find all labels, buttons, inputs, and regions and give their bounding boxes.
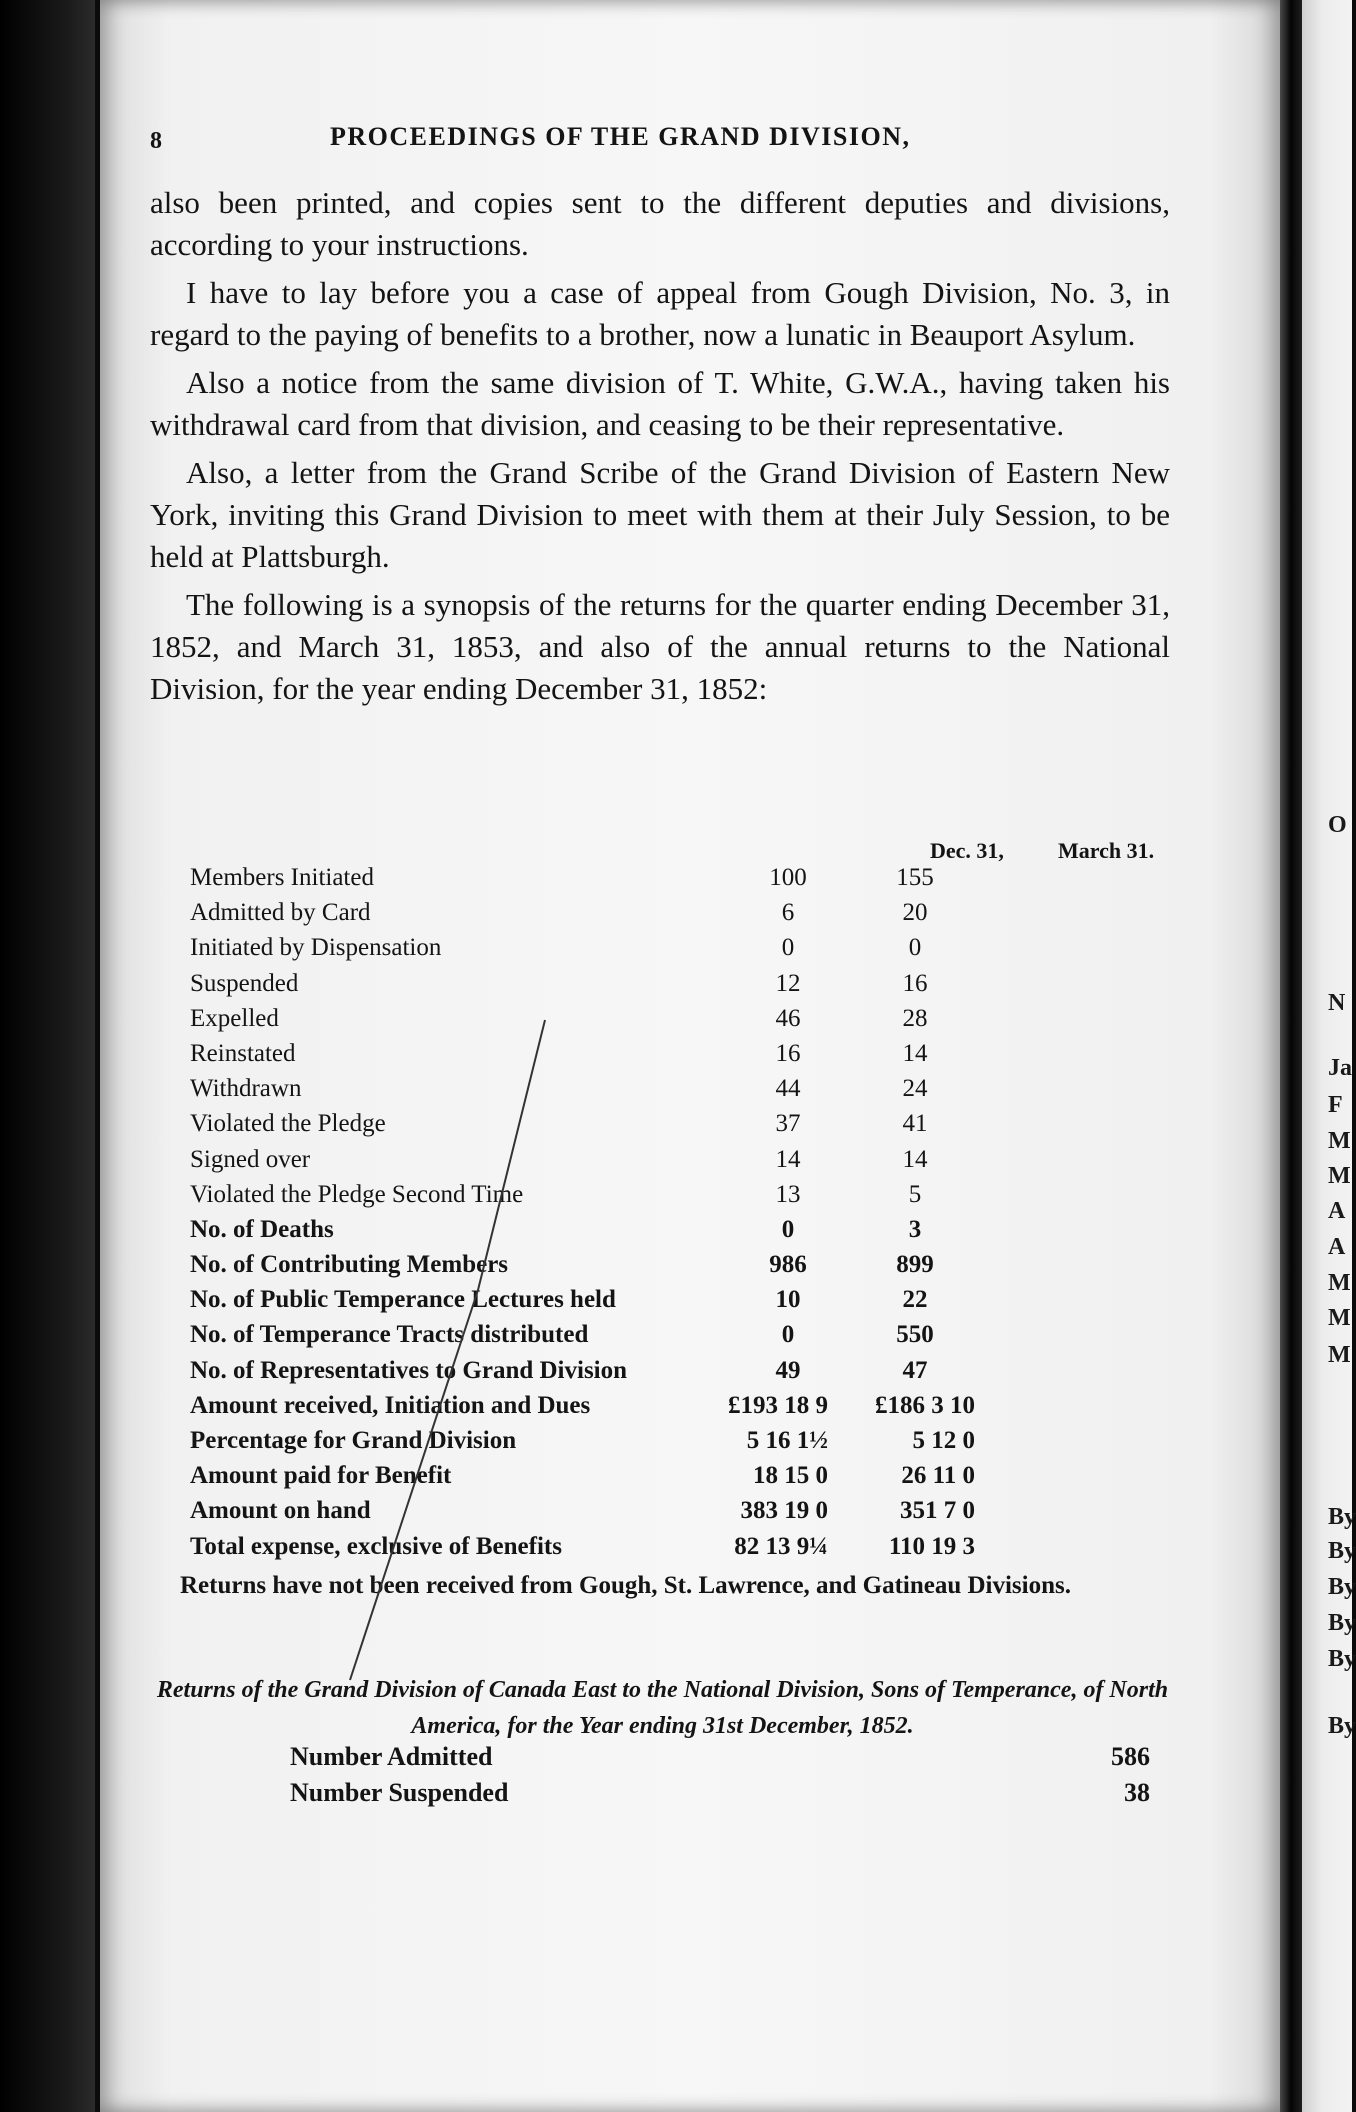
- table-row: [190, 1108, 1190, 1143]
- table-row: [190, 1319, 1190, 1354]
- returns-note: Returns have not been received from Gough, St. Lawrence, and Gatineau Divisions.: [180, 1572, 1071, 1599]
- body-text: [150, 182, 1170, 716]
- row-label: Total expense, exclusive of Benefits: [190, 1532, 562, 1560]
- dec-value: £193 18 9: [728, 1391, 828, 1419]
- march-value: 5: [908, 1180, 922, 1208]
- dec-value: 986: [769, 1251, 807, 1279]
- dec-value: 0: [781, 1215, 795, 1243]
- table-row: [190, 1390, 1190, 1425]
- march-value: 16: [902, 969, 928, 997]
- facing-page-letter: By: [1328, 1574, 1356, 1600]
- list-item: [290, 1742, 1150, 1778]
- row-label: Expelled: [190, 1004, 279, 1032]
- facing-page-letter: M: [1328, 1128, 1351, 1154]
- paragraph-appeal: I have to lay before you a case of appeal from Gough Division, No. 3, in regard to the paying of benefits to a brother, now a lunatic in Beauport Asylum.: [150, 275, 1170, 352]
- dec-value: 10: [775, 1286, 801, 1314]
- dec-value: 44: [775, 1075, 801, 1103]
- row-label: Reinstated: [190, 1039, 296, 1067]
- march-value: 24: [902, 1075, 928, 1103]
- march-value: 5 12 0: [912, 1427, 975, 1454]
- row-label: Amount paid for Benefit: [190, 1462, 452, 1490]
- facing-page-letter: By: [1328, 1646, 1356, 1672]
- march-value: 14: [902, 1039, 928, 1067]
- facing-page-letter: O: [1328, 812, 1347, 838]
- table-row: [190, 1038, 1190, 1073]
- table-row: [190, 968, 1190, 1003]
- march-value: 3: [908, 1215, 922, 1243]
- summary-label: Number Suspended: [290, 1778, 509, 1807]
- dec-value: 18 15 0: [753, 1462, 828, 1490]
- table-row: [190, 897, 1190, 932]
- table-row: [190, 1003, 1190, 1038]
- annual-returns-list: [290, 1742, 1150, 1814]
- march-value: 0: [908, 934, 922, 962]
- row-label: Signed over: [190, 1145, 311, 1173]
- march-value: 47: [902, 1356, 928, 1384]
- march-value: 110 19 3: [888, 1532, 975, 1560]
- paragraph-synopsis: The following is a synopsis of the returns for the quarter ending December 31, 1852, and March 31, 1853, and also of the annual returns to the National Division, for the year ending December 31, 1852:: [150, 587, 1170, 706]
- march-value: 41: [902, 1110, 928, 1138]
- march-value: 26 11 0: [901, 1462, 975, 1490]
- row-label: Percentage for Grand Division: [190, 1427, 517, 1454]
- dec-value: 383 19 0: [740, 1497, 828, 1525]
- row-label: Members Initiated: [190, 864, 374, 891]
- dec-value: 12: [775, 969, 801, 997]
- facing-page-letter: A: [1328, 1234, 1346, 1260]
- dec-value: 82 13 9¼: [734, 1532, 828, 1560]
- dec-value: 46: [775, 1004, 801, 1032]
- page-number: 8: [150, 128, 162, 154]
- facing-page-edge: [1302, 0, 1356, 2112]
- row-label: Withdrawn: [190, 1075, 302, 1103]
- facing-page-letter: F: [1328, 1092, 1343, 1118]
- running-head: PROCEEDINGS OF THE GRAND DIVISION,: [330, 122, 911, 151]
- row-label: Admitted by Card: [190, 899, 371, 927]
- march-value: 22: [902, 1286, 928, 1314]
- dec-value: 0: [781, 934, 795, 962]
- dec-value: 0: [781, 1321, 795, 1349]
- paragraph-notice: Also a notice from the same division of T. White, G.W.A., having taken his withdrawal card from that division, and ceasing to be their representative.: [150, 365, 1170, 442]
- table-row: [190, 862, 1190, 897]
- page-header: [150, 122, 1150, 162]
- table-row: [190, 1073, 1190, 1108]
- march-value: 899: [896, 1251, 934, 1279]
- march-value: £186 3 10: [875, 1391, 975, 1419]
- row-label: Violated the Pledge Second Time: [190, 1180, 524, 1208]
- annual-returns-heading: Returns of the Grand Division of Canada East to the National Division, Sons of Temperance, of North America, for the Year ending 31st December, 1852.: [156, 1677, 1169, 1739]
- row-label: Initiated by Dispensation: [190, 934, 442, 962]
- paragraph-continuation: also been printed, and copies sent to the different deputies and divisions, according to your instructions.: [150, 185, 1170, 262]
- facing-page-letter: M: [1328, 1305, 1351, 1331]
- facing-page-letter: By: [1328, 1504, 1356, 1530]
- dec-value: 13: [775, 1180, 801, 1208]
- facing-page-letter: N: [1328, 990, 1346, 1016]
- facing-page-letter: A: [1328, 1198, 1346, 1224]
- facing-page-letter: M: [1328, 1270, 1351, 1296]
- table-row: [190, 1495, 1190, 1530]
- returns-table: [190, 862, 1190, 1566]
- row-label: No. of Contributing Members: [190, 1251, 509, 1279]
- row-label: Violated the Pledge: [190, 1110, 386, 1138]
- summary-label: Number Admitted: [290, 1742, 493, 1771]
- table-row: [190, 1144, 1190, 1179]
- table-row: [190, 1249, 1190, 1284]
- row-label: No. of Deaths: [190, 1215, 334, 1243]
- row-label: Amount received, Initiation and Dues: [190, 1391, 591, 1419]
- paragraph-letter: Also, a letter from the Grand Scribe of the Grand Division of Eastern New York, inviting this Grand Division to meet with them at their July Session, to be held at Plattsburgh.: [150, 455, 1170, 574]
- dec-value: 100: [769, 864, 807, 891]
- row-label: No. of Representatives to Grand Division: [190, 1356, 628, 1384]
- facing-page-letter: M: [1328, 1163, 1351, 1189]
- row-label: No. of Public Temperance Lectures held: [190, 1286, 616, 1314]
- dec-value: 5 16 1½: [746, 1427, 828, 1454]
- dec-value: 6: [781, 899, 795, 927]
- facing-page-letter: By: [1328, 1610, 1356, 1636]
- row-label: Suspended: [190, 969, 299, 997]
- list-item: [290, 1778, 1150, 1814]
- table-row: [190, 932, 1190, 967]
- march-value: 155: [896, 864, 934, 891]
- march-value: 14: [902, 1145, 928, 1173]
- column-header-dec: Dec. 31,: [930, 838, 1004, 863]
- book-gutter: [1280, 0, 1302, 2112]
- column-header-march: March 31.: [1058, 838, 1155, 863]
- facing-page-letter: Ja: [1328, 1055, 1352, 1081]
- facing-page-letter: By: [1328, 1538, 1356, 1564]
- row-label: No. of Temperance Tracts distributed: [190, 1321, 589, 1349]
- march-value: 550: [896, 1321, 934, 1349]
- facing-page-letter: By: [1328, 1713, 1356, 1739]
- table-row: [190, 1214, 1190, 1249]
- march-value: 351 7 0: [900, 1497, 975, 1525]
- scan-left-border: [0, 0, 95, 2112]
- march-value: 28: [902, 1004, 928, 1032]
- summary-value: 38: [1124, 1778, 1150, 1807]
- dec-value: 49: [775, 1356, 801, 1384]
- dec-value: 16: [775, 1039, 801, 1067]
- table-row: [190, 1355, 1190, 1390]
- table-row: [190, 1425, 1190, 1460]
- summary-value: 586: [1111, 1742, 1150, 1771]
- table-row: [190, 1460, 1190, 1495]
- march-value: 20: [902, 899, 928, 927]
- table-row: [190, 1531, 1190, 1566]
- facing-page-letter: M: [1328, 1342, 1351, 1368]
- row-label: Amount on hand: [190, 1497, 371, 1525]
- table-row: [190, 1284, 1190, 1319]
- dec-value: 14: [775, 1145, 801, 1173]
- table-row: [190, 1179, 1190, 1214]
- dec-value: 37: [775, 1110, 801, 1138]
